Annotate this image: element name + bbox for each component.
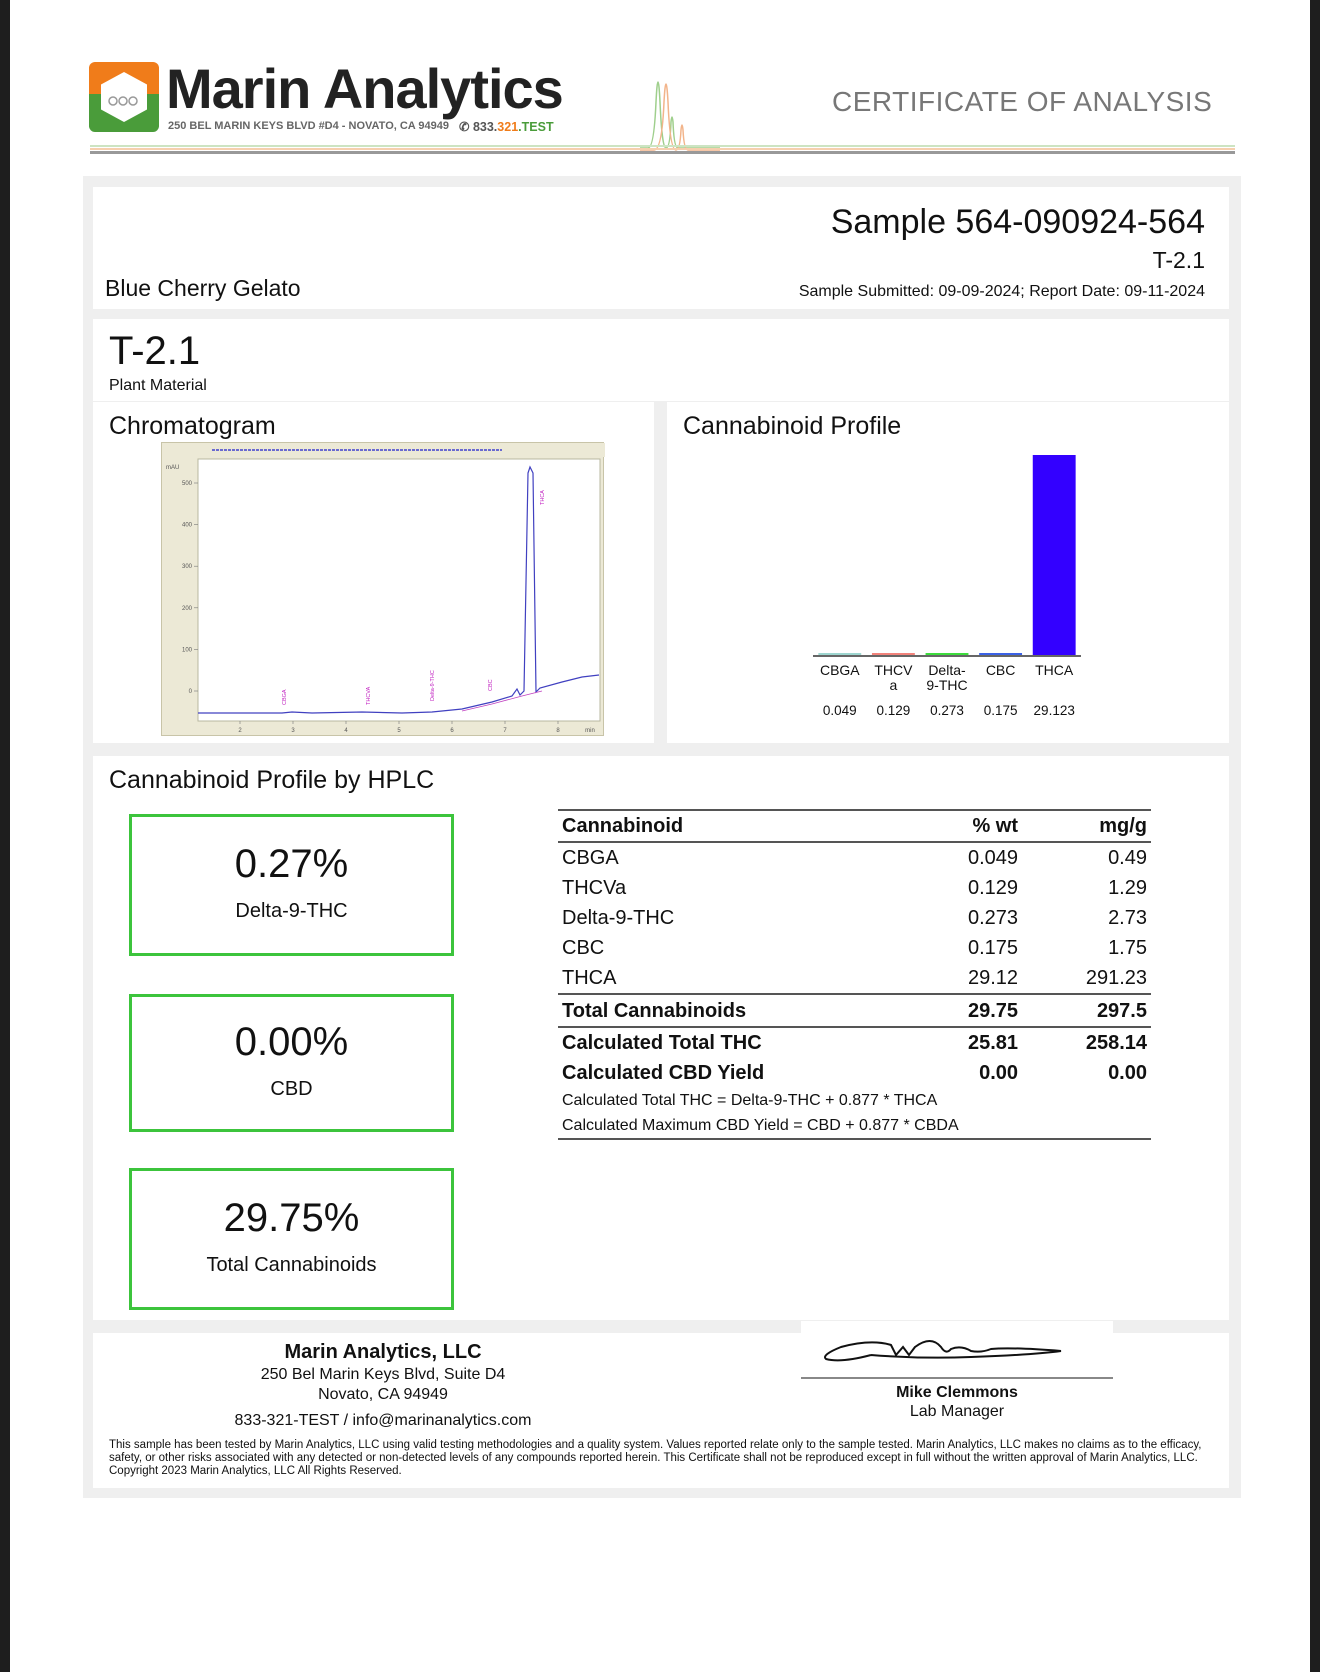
bar-value-label: 29.123: [1033, 703, 1075, 718]
phone-prefix: 833.: [472, 119, 498, 134]
chromatogram-panel: [93, 402, 654, 743]
sample-id: Sample 564-090924-564: [830, 203, 1205, 241]
bar-value-label: 0.129: [876, 703, 911, 718]
signature-block: [801, 1321, 1113, 1435]
percent-wt: 0.273: [967, 907, 1019, 929]
column-header-percent-wt: % wt: [914, 810, 1022, 842]
percent-wt: 0.175: [967, 937, 1019, 959]
cannabinoid-name: THCVa: [562, 877, 627, 899]
cannabinoid-name: Delta-9-THC: [562, 907, 675, 929]
total-mg-per-g: 297.5: [1022, 994, 1151, 1027]
chromatogram-y-unit: mAU: [166, 465, 180, 471]
table-row: [558, 933, 1151, 963]
chromatogram-peak-label: THCA: [540, 490, 546, 505]
chromatogram-plot: [162, 443, 605, 737]
header-rule-green: [90, 145, 1235, 147]
marin-analytics-logo-icon: [89, 62, 159, 132]
percent-wt: 29.12: [967, 967, 1019, 989]
hplc-title: Cannabinoid Profile by HPLC: [109, 766, 435, 794]
summary-value: 29.75%: [223, 1196, 360, 1240]
bar-value-label: 0.273: [930, 703, 964, 718]
chromatogram-peak-label: CBGA: [282, 689, 288, 705]
brand-name: Marin Analytics: [166, 57, 563, 120]
chromatogram-y-tick-label: 200: [181, 605, 192, 612]
calc-percent-wt: 25.81: [967, 1032, 1019, 1054]
table-row: [558, 903, 1151, 933]
summary-value: 0.00%: [234, 1020, 349, 1064]
header-rule-gray: [90, 151, 1235, 154]
bar-category-label: 9-THC: [926, 677, 968, 693]
percent-wt: 0.129: [967, 877, 1019, 899]
signer-name: Mike Clemmons: [896, 1384, 1018, 1401]
lab-address-line-1: 250 Bel Marin Keys Blvd, Suite D4: [260, 1366, 506, 1383]
strain-name: Blue Cherry Gelato: [105, 275, 301, 301]
sample-dates: Sample Submitted: 09-09-2024; Report Date: 09-11-2024: [798, 283, 1205, 300]
table-row: [558, 842, 1151, 873]
summary-box-delta9-thc: [129, 814, 454, 956]
report-container: [83, 176, 1241, 1498]
percent-wt: 0.049: [967, 847, 1019, 869]
summary-label: Delta-9-THC: [235, 900, 348, 922]
formula-note-row: [558, 1113, 1151, 1139]
summary-box-cbd: [129, 994, 454, 1132]
table-row: [558, 963, 1151, 994]
chromatogram-x-tick-label: 4: [344, 728, 348, 734]
viewer-right-edge: [1310, 0, 1320, 1672]
disclaimer-text: This sample has been tested by Marin Analytics, LLC using valid testing methodologies and a quality system. Values reported relate only to the sample tested. Marin Analytics, LLC makes no claims as to the efficacy, safety, or other risks associated with any detected or non-detected levels of any compounds reported herein. This Certificate shall not be reproduced except in full without the written approval of Marin Analytics, LLC. Copyright 2023 Marin Analytics, LLC All Rights Reserved.: [109, 1439, 1202, 1477]
summary-value: 0.27%: [234, 842, 349, 886]
lab-company-name: Marin Analytics, LLC: [284, 1341, 482, 1363]
hplc-panel: [93, 756, 1229, 1320]
sample-type-panel: [93, 319, 1229, 401]
column-header-cannabinoid: Cannabinoid: [558, 810, 914, 842]
calculated-total-thc-row: [558, 1027, 1151, 1058]
chromatogram-y-tick-label: 400: [181, 522, 192, 529]
cannabinoid-table: [558, 809, 1151, 1140]
bar-category-label: Delta-: [928, 662, 966, 678]
chromatogram-x-tick-label: 5: [397, 728, 401, 734]
calc-label: Calculated CBD Yield: [562, 1062, 765, 1084]
chromatogram-x-unit: min: [585, 728, 595, 734]
lab-contact-block: [193, 1333, 573, 1441]
chromatogram-x-tick-label: 8: [556, 728, 560, 734]
summary-label: Total Cannabinoids: [206, 1254, 377, 1276]
total-label: Total Cannabinoids: [558, 994, 914, 1027]
chromatogram-x-tick-label: 7: [503, 728, 507, 734]
mg-per-g: 1.29: [1108, 877, 1147, 899]
document-title: CERTIFICATE OF ANALYSIS: [832, 86, 1213, 117]
column-header-mg-per-g: mg/g: [1022, 810, 1151, 842]
bar-category-label: THCA: [1035, 662, 1074, 678]
chromatogram-y-tick-label: 300: [181, 564, 192, 571]
bar-category-label: CBGA: [819, 662, 860, 678]
brand-phone: [459, 119, 554, 134]
calc-percent-wt: 0.00: [979, 1062, 1019, 1084]
calc-mg-per-g: 258.14: [1085, 1032, 1147, 1054]
calc-mg-per-g: 0.00: [1108, 1062, 1147, 1084]
chromatogram-x-tick-label: 3: [291, 728, 295, 734]
brand-address: 250 BEL MARIN KEYS BLVD #D4 - NOVATO, CA 94949: [168, 120, 449, 132]
mg-per-g: 291.23: [1085, 967, 1147, 989]
molecule-icon: [107, 94, 141, 108]
phone-suffix: .TEST: [518, 119, 554, 134]
formula-note: Calculated Maximum CBD Yield = CBD + 0.877 * CBDA: [558, 1113, 1151, 1139]
signature-icon: [801, 1325, 1113, 1375]
lab-contact-line: 833-321-TEST / info@marinanalytics.com: [234, 1412, 532, 1429]
total-cannabinoids-row: [558, 994, 1151, 1027]
cannabinoid-name: THCA: [562, 967, 617, 989]
bar-category-label: a: [889, 677, 898, 693]
cannabinoid-name: CBC: [562, 937, 605, 959]
bar-value-label: 0.175: [983, 703, 1018, 718]
viewer-left-edge: [0, 0, 10, 1672]
bar-cbga: [818, 653, 861, 655]
chromatogram-peaks-decoration-icon: [640, 62, 720, 154]
chromatogram-x-tick-label: 2: [238, 728, 242, 734]
table-row: [558, 873, 1151, 903]
brand-tagline: [168, 118, 554, 134]
table-header-row: [558, 810, 1151, 842]
sample-header-panel: [93, 187, 1229, 309]
calc-label: Calculated Total THC: [562, 1032, 762, 1054]
signer-title: Lab Manager: [909, 1403, 1005, 1420]
chromatogram-x-tick-label: 6: [450, 728, 454, 734]
sample-type-code: T-2.1: [109, 329, 201, 373]
chromatogram-peak-label: Delta-9-THC: [430, 670, 436, 701]
total-percent-wt: 29.75: [914, 994, 1022, 1027]
summary-box-total-cannabinoids: [129, 1168, 454, 1310]
cannabinoid-profile-title: Cannabinoid Profile: [683, 412, 902, 440]
summary-label: CBD: [270, 1078, 313, 1100]
formula-note-row: [558, 1088, 1151, 1113]
chromatogram-title: Chromatogram: [109, 412, 276, 440]
phone-icon: ✆: [458, 119, 470, 134]
chromatogram-y-tick-label: 100: [181, 647, 192, 654]
lab-address-line-2: Novato, CA 94949: [318, 1386, 448, 1403]
bar-value-label: 0.049: [822, 703, 857, 718]
cannabinoid-bar-chart: [667, 402, 1229, 743]
bar-cbc: [979, 653, 1022, 655]
header-rule-orange: [90, 148, 1235, 150]
bar-delta-9-thc: [926, 653, 969, 655]
bar-category-label: CBC: [985, 662, 1016, 678]
cannabinoid-name: CBGA: [562, 847, 619, 869]
sample-sub-id: T-2.1: [1152, 247, 1205, 273]
formula-note: Calculated Total THC = Delta-9-THC + 0.877 * THCA: [562, 1092, 938, 1109]
mg-per-g: 1.75: [1108, 937, 1147, 959]
chromatogram-peak-label: THCVA: [366, 686, 372, 705]
mg-per-g: 2.73: [1108, 907, 1147, 929]
bar-thca: [1033, 455, 1076, 655]
chromatogram-peak-label: CBC: [488, 679, 494, 691]
footer-panel: [93, 1333, 1229, 1488]
sample-type-description: Plant Material: [109, 377, 207, 394]
calculated-cbd-yield-row: [558, 1058, 1151, 1088]
phone-mid: 321: [497, 119, 519, 134]
cannabinoid-profile-panel: [667, 402, 1229, 743]
chromatogram-image: [161, 442, 604, 736]
bar-category-label: THCV: [874, 662, 913, 678]
signature-line: [801, 1377, 1113, 1379]
bar-thcva: [872, 653, 915, 655]
mg-per-g: 0.49: [1108, 847, 1147, 869]
chromatogram-y-tick-label: 500: [181, 481, 192, 487]
chromatogram-y-tick-label: 0: [188, 689, 192, 695]
